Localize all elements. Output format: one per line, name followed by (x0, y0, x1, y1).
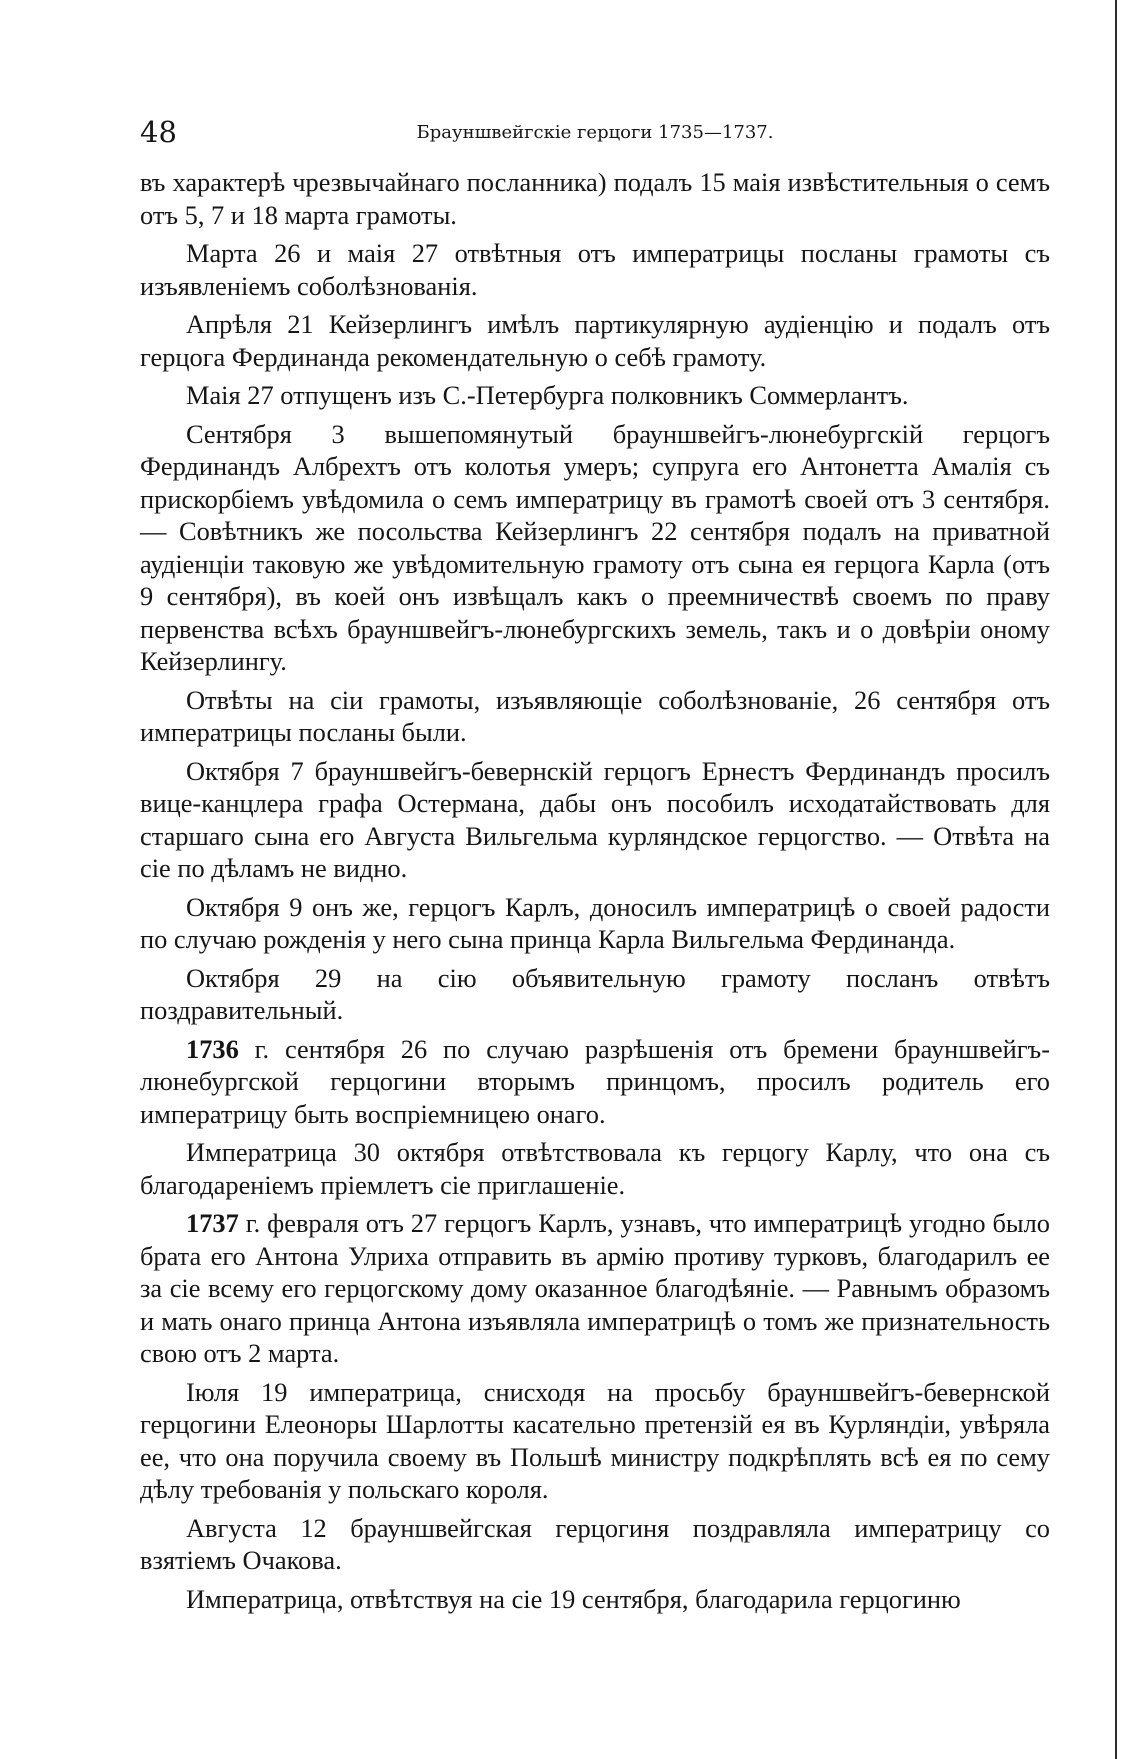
paragraph: Апрѣля 21 Кейзерлингъ имѣлъ партикулярную аудіенцію и подалъ отъ герцога Фердинанда рекомендательную о себѣ грамоту. (140, 309, 1050, 372)
running-title: Брауншвейгскіе герцоги 1735—1737. (416, 122, 774, 143)
page-edge-line (1115, 0, 1117, 1759)
paragraph: въ характерѣ чрезвычайнаго посланника) подалъ 15 маія извѣстительныя о семъ отъ 5, 7 и 18 марта грамоты. (140, 167, 1050, 230)
paragraph: Сентября 3 вышепомянутый брауншвейгъ-люнебургскій герцогъ Фердинандъ Албрехтъ отъ колотья умеръ; супруга его Антонетта Амалія съ прискорбіемъ увѣдомила о семъ императрицу въ грамотѣ своей отъ 3 сентября. — Совѣтникъ же посольства Кейзерлингъ 22 сентября подалъ на приватной аудіенціи таковую же увѣдомительную грамоту отъ сына ея герцога Карла (отъ 9 сентября), въ коей онъ извѣщалъ какъ о преемничествѣ своемъ по праву первенства всѣхъ брауншвейгъ-люнебургскихъ земель, такъ и о довѣріи оному Кейзерлингу. (140, 418, 1050, 676)
page-header (140, 112, 1050, 152)
page-number: 48 (140, 115, 177, 149)
body-text (140, 166, 1050, 1621)
paragraph: Августа 12 брауншвейгская герцогиня поздравляла императрицу со взятіемъ Очакова. (140, 1512, 1050, 1575)
paragraph: Императрица, отвѣтствуя на сіе 19 сентября, благодарила герцогиню (186, 1583, 961, 1614)
paragraph: Отвѣты на сіи грамоты, изъявляющіе соболѣзнованіе, 26 сентября отъ императрицы посланы были. (140, 684, 1050, 747)
paragraph: Императрица 30 октября отвѣтствовала къ герцогу Карлу, что она съ благодареніемъ пріемлетъ сіе приглашеніе. (140, 1137, 1050, 1200)
paragraph: Іюля 19 императрица, снисходя на просьбу брауншвейгъ-бевернской герцогини Елеоноры Шарлотты касательно претензій ея въ Курляндіи, увѣряла ее, что она поручила своему въ Польшѣ министру подкрѣплять всѣ ея по сему дѣлу требованія у польскаго короля. (140, 1376, 1050, 1504)
year-1737: 1737 (186, 1208, 239, 1238)
paragraph: 1737 г. февраля отъ 27 герцогъ Карлъ, узнавъ, что императрицѣ угодно было брата его Антона Улриха отправить въ армію противу турковъ, благодарилъ ее за сіе всему его герцогскому дому оказанное благодѣяніе. — Равнымъ образомъ и мать онаго принца Антона изъявляла императрицѣ о томъ же признательность свою отъ 2 марта. (140, 1208, 1050, 1368)
paragraph: Маія 27 отпущенъ изъ С.-Петербурга полковникъ Соммерлантъ. (186, 380, 909, 410)
paragraph: Октября 9 онъ же, герцогъ Карлъ, доносилъ императрицѣ о своей радости по случаю рожденія у него сына принца Карла Вильгельма Фердинанда. (140, 891, 1050, 954)
paragraph: Октября 29 на сію объявительную грамоту посланъ отвѣтъ поздравительный. (140, 962, 1050, 1025)
paragraph: Марта 26 и маія 27 отвѣтныя отъ императрицы посланы грамоты съ изъявленіемъ соболѣзнованія. (140, 238, 1050, 301)
paragraph: Октября 7 брауншвейгъ-бевернскій герцогъ Ернестъ Фердинандъ просилъ вице-канцлера графа Остермана, дабы онъ пособилъ исходатайствовать для старшаго сына его Августа Вильгельма курляндское герцогство. — Отвѣта на сіе по дѣламъ не видно. (140, 755, 1050, 883)
paragraph: 1736 г. сентября 26 по случаю разрѣшенія отъ бремени брауншвейгъ-люнебургской герцогини вторымъ принцомъ, просилъ родитель его императрицу быть воспріемницею онаго. (140, 1033, 1050, 1129)
year-1736: 1736 (186, 1033, 239, 1064)
